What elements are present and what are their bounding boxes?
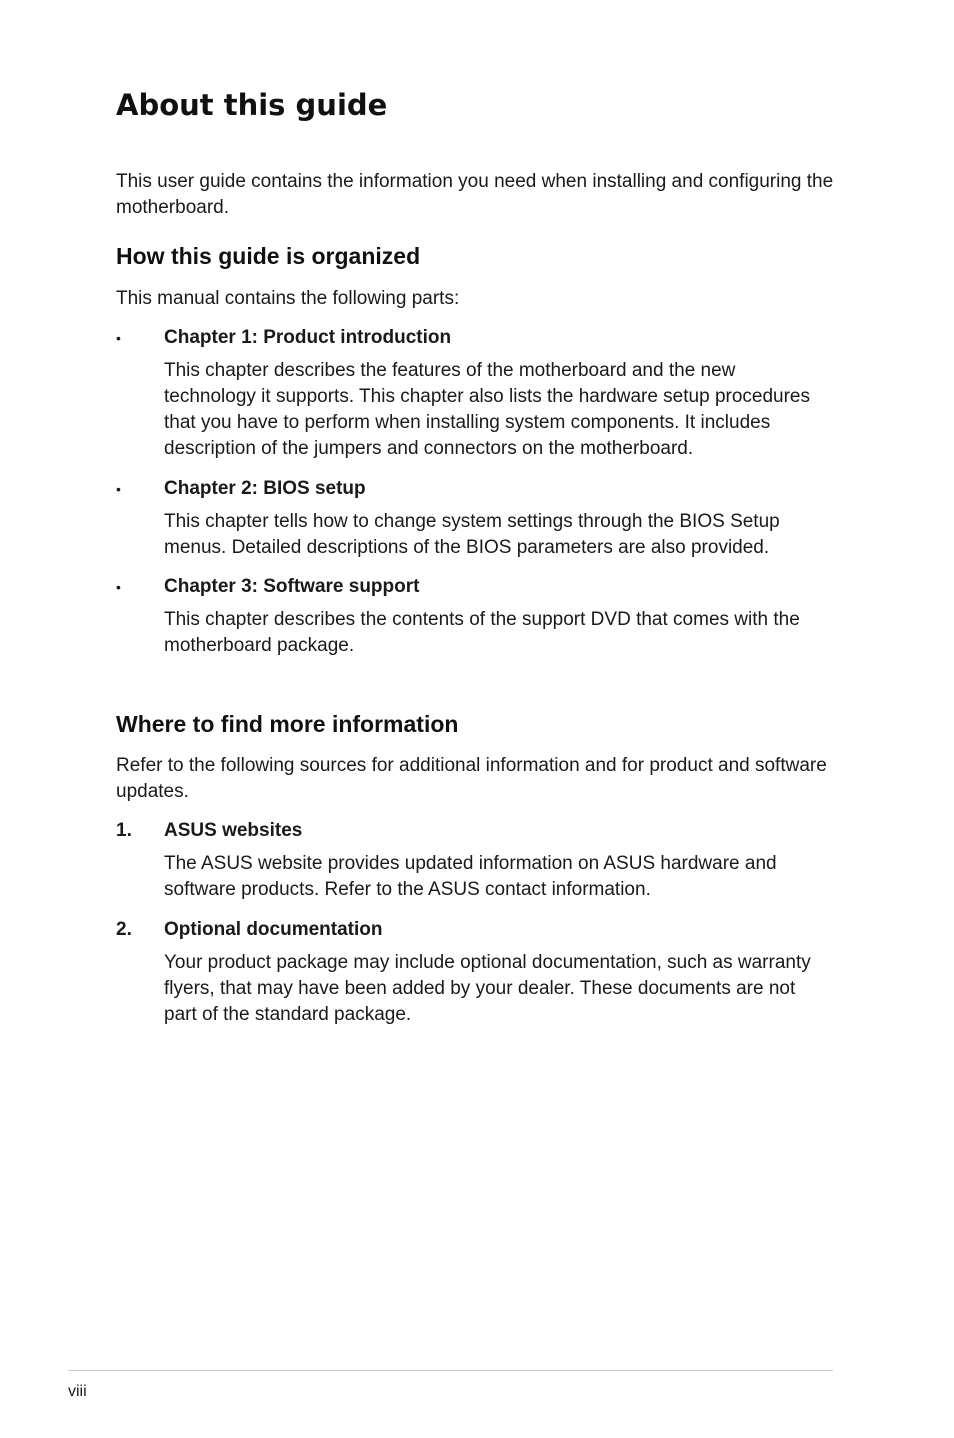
item-description: The ASUS website provides updated information on ASUS hardware and software products. Refer to the ASUS contact information. [164,853,777,900]
section-heading-organized: How this guide is organized [116,243,421,269]
intro-paragraph: This user guide contains the information you need when installing and configuring the motherboard. [116,171,834,218]
section-heading-more-info: Where to find more information [116,711,459,737]
item-description: This chapter describes the contents of the support DVD that comes with the motherboard package. [164,609,800,656]
more-info-lead: Refer to the following sources for additional information and for product and software updates. [116,755,827,802]
page-title: About this guide [116,88,388,122]
organized-lead: This manual contains the following parts: [116,288,460,309]
item-title: Chapter 2: BIOS setup [164,478,366,499]
page-number: viii [68,1383,87,1400]
bullet-marker: • [116,481,121,497]
footer-divider [68,1370,833,1371]
item-title: ASUS websites [164,820,303,841]
number-marker: 2. [116,919,132,940]
item-title: Chapter 1: Product introduction [164,327,452,348]
bullet-marker: • [116,579,121,595]
item-description: Your product package may include optional documentation, such as warranty flyers, that may have been added by your dealer. These documents are not part of the standard package. [164,952,811,1025]
item-description: This chapter tells how to change system settings through the BIOS Setup menus. Detailed descriptions of the BIOS parameters are also provided. [164,511,780,558]
item-description: This chapter describes the features of the motherboard and the new technology it supports. This chapter also lists the hardware setup procedures that you have to perform when installing system components. It includes description of the jumpers and connectors on the motherboard. [164,360,810,459]
number-marker: 1. [116,820,132,841]
item-title: Chapter 3: Software support [164,576,420,597]
item-title: Optional documentation [164,919,383,940]
bullet-marker: • [116,330,121,346]
